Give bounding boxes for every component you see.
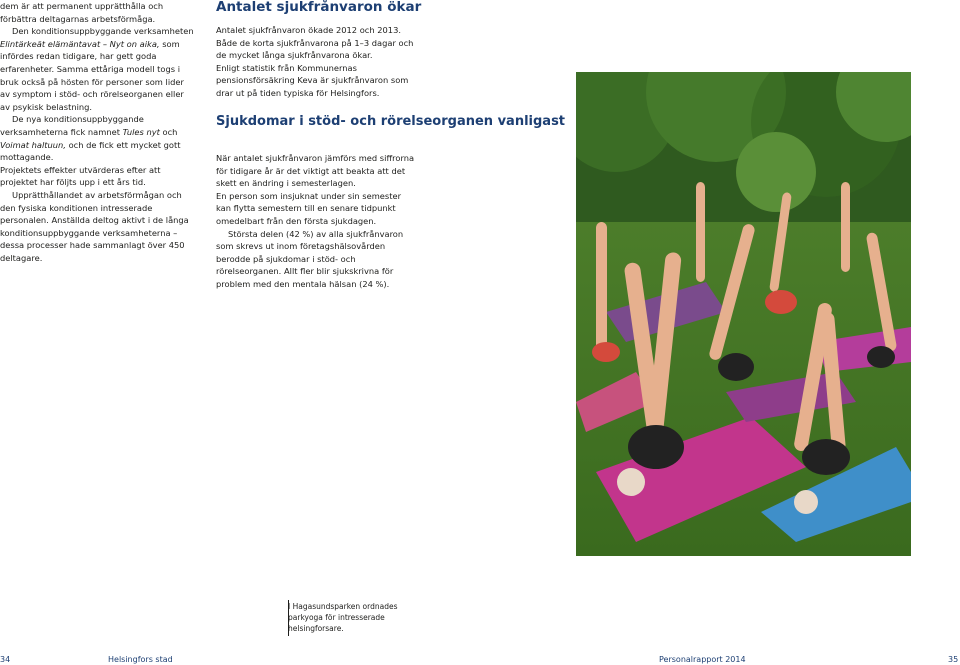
section-heading: Antalet sjukfrånvaron ökar: [216, 0, 422, 15]
paragraph: Antalet sjukfrånvaron ökade 2012 och 2013. Både de korta sjukfrånvarona på 1–3 dagar och de mycket långa sjukfrånvarona ökar.: [216, 25, 414, 61]
text-run: och de fick ett mycket gott mottagande.: [0, 139, 181, 163]
text-run: Den konditionsuppbyggande verksamheten: [12, 26, 194, 37]
park-yoga-photo: [576, 72, 911, 556]
paragraph: [0, 25, 196, 113]
section-body: [216, 152, 416, 291]
left-text-column: [0, 0, 196, 264]
italic-text: Elintärkeät elämäntavat – Nyt on aika,: [0, 38, 160, 49]
italic-text: Tules nyt: [122, 126, 160, 137]
text-run: som infördes redan tidigare, har gett goda erfarenheter. Samma ettåriga modell togs i bruk också på hösten för personer som lider av symptom i stöd- och rörelseorganen eller av psykisk belastning.: [0, 38, 184, 112]
text-run: och: [159, 126, 178, 137]
section-body: [216, 24, 416, 100]
paragraph: Upprätthållandet av arbetsförmågan och den fysiska konditionen intresserade personalen. Anställda deltog aktivt i de långa konditionsuppbyggande verksamheterna – dessa processer hade sammanlagt över 450 deltagare.: [0, 189, 189, 263]
paragraph: [0, 113, 196, 163]
paragraph: Enligt statistik från Kommunernas pensionsförsäkring Keva är sjukfrånvaron som drar ut på tiden typiska för Helsingfors.: [216, 62, 409, 98]
caption-text: I Hagasundsparken ordnades parkyoga för intresserade helsingforsare.: [288, 602, 398, 633]
page-number-left: 34: [0, 655, 11, 664]
photo-caption: [288, 602, 408, 634]
italic-text: Voimat haltuun,: [0, 139, 66, 150]
page-number-right: 35: [948, 655, 959, 664]
running-footer-left: Helsingfors stad: [108, 655, 173, 664]
paragraph: Projektets effekter utvärderas efter att projektet har följts upp i ett års tid.: [0, 164, 161, 188]
paragraph: Största delen (42 %) av alla sjukfrånvaron som skrevs ut inom företagshälsovården berodde på sjukdomar i stöd- och rörelseorganen. Allt fler blir sjukskrivna för problem med den mentala hälsan (24 %).: [216, 228, 404, 289]
paragraph: När antalet sjukfrånvaron jämförs med siffrorna för tidigare år är det viktigt att beakta att det skett en ändring i semesterlagen.: [216, 153, 415, 189]
section-heading: Sjukdomar i stöd- och rörelseorganen vanligast: [216, 114, 566, 129]
paragraph: En person som insjuknat under sin semester kan flytta semestern till en senare tidpunkt omedelbart från den första sjukdagen.: [216, 190, 401, 226]
text-run: De nya konditionsuppbyggande verksamheterna fick namnet: [0, 114, 144, 137]
paragraph: dem är att permanent upprätthålla och förbättra deltagarnas arbetsförmåga.: [0, 1, 164, 24]
running-footer-right: Personalrapport 2014: [659, 655, 746, 664]
